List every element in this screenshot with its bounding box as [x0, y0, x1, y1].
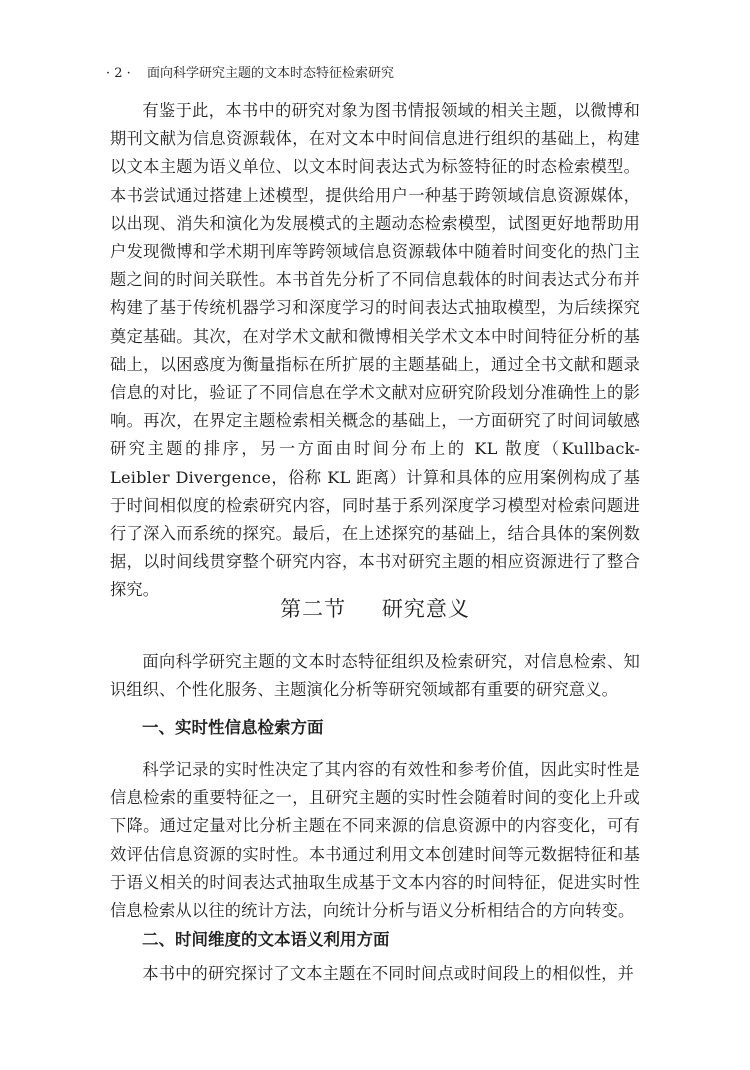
- temporal-paragraph: 本书中的研究探讨了文本主题在不同时间点或时间段上的相似性，并: [142, 964, 635, 983]
- intro-paragraph: 有鉴于此，本书中的研究对象为图书情报领域的相关主题，以微博和期刊文献为信息资源载体，在对文本中时间信息进行组织的基础上，构建以文本主题为语义单位、以文本时间表达式为标签特征的时态检索模型。本书尝试通过搭建上述模型，提供给用户一种基于跨领域信息资源媒体，以出现、消失和演化为发展模式的主题动态检索模型，试图更好地帮助用户发现微博和学术期刊库等跨领域信息资源载体中随着时间变化的热门主题之间的时间关联性。本书首先分析了不同信息载体的时间表达式分布并构建了基于传统机器学习和深度学习的时间表达式抽取模型，为后续探究奠定基础。其次，在对学术文献和微博相关学术文本中时间特征分析的基础上，以困惑度为衡量指标在所扩展的主题基础上，通过全书文献和题录信息的对比，验证了不同信息在学术文献对应研究阶段划分准确性上的影响。再次，在界定主题检索相关概念的基础上，一方面研究了时间词敏感研究主题的排序，另一方面由时间分布上的 KL 散度（Kullback-Leibler Divergence，俗称 KL 距离）计算和具体的应用案例构成了基于时间相似度的检索研究内容，同时基于系列深度学习模型对检索问题进行了深入而系统的探究。最后，在上述探究的基础上，结合具体的案例数据，以时间线贯穿整个研究内容，本书对研究主题的相应资源进行了整合探究。: [110, 101, 640, 600]
- realtime-paragraph: 科学记录的实时性决定了其内容的有效性和参考价值，因此实时性是信息检索的重要特征之一，且研究主题的实时性会随着时间的变化上升或下降。通过定量对比分析主题在不同来源的信息资源中的内容变化，可有效评估信息资源的实时性。本书通过利用文本创建时间等元数据特征和基于语义相关的时间表达式抽取生成基于文本内容的时间特征，促进实时性信息检索从以往的统计方法，向统计分析与语义分析相结合的方向转变。: [110, 760, 640, 921]
- subheading-temporal-semantics: 二、时间维度的文本语义利用方面: [142, 930, 390, 949]
- running-title: 面向科学研究主题的文本时态特征检索研究: [146, 66, 394, 81]
- section-heading: [0, 594, 750, 624]
- running-header: [106, 64, 394, 84]
- subheading-realtime-retrieval: 一、实时性信息检索方面: [142, 718, 324, 737]
- section-number: 第二节: [280, 597, 347, 621]
- section-title: 研究意义: [381, 597, 470, 621]
- significance-paragraph: 面向科学研究主题的文本时态特征组织及检索研究，对信息检索、知识组织、个性化服务、主题演化分析等研究领域都有重要的研究意义。: [110, 652, 640, 700]
- page-number: · 2 ·: [106, 66, 131, 81]
